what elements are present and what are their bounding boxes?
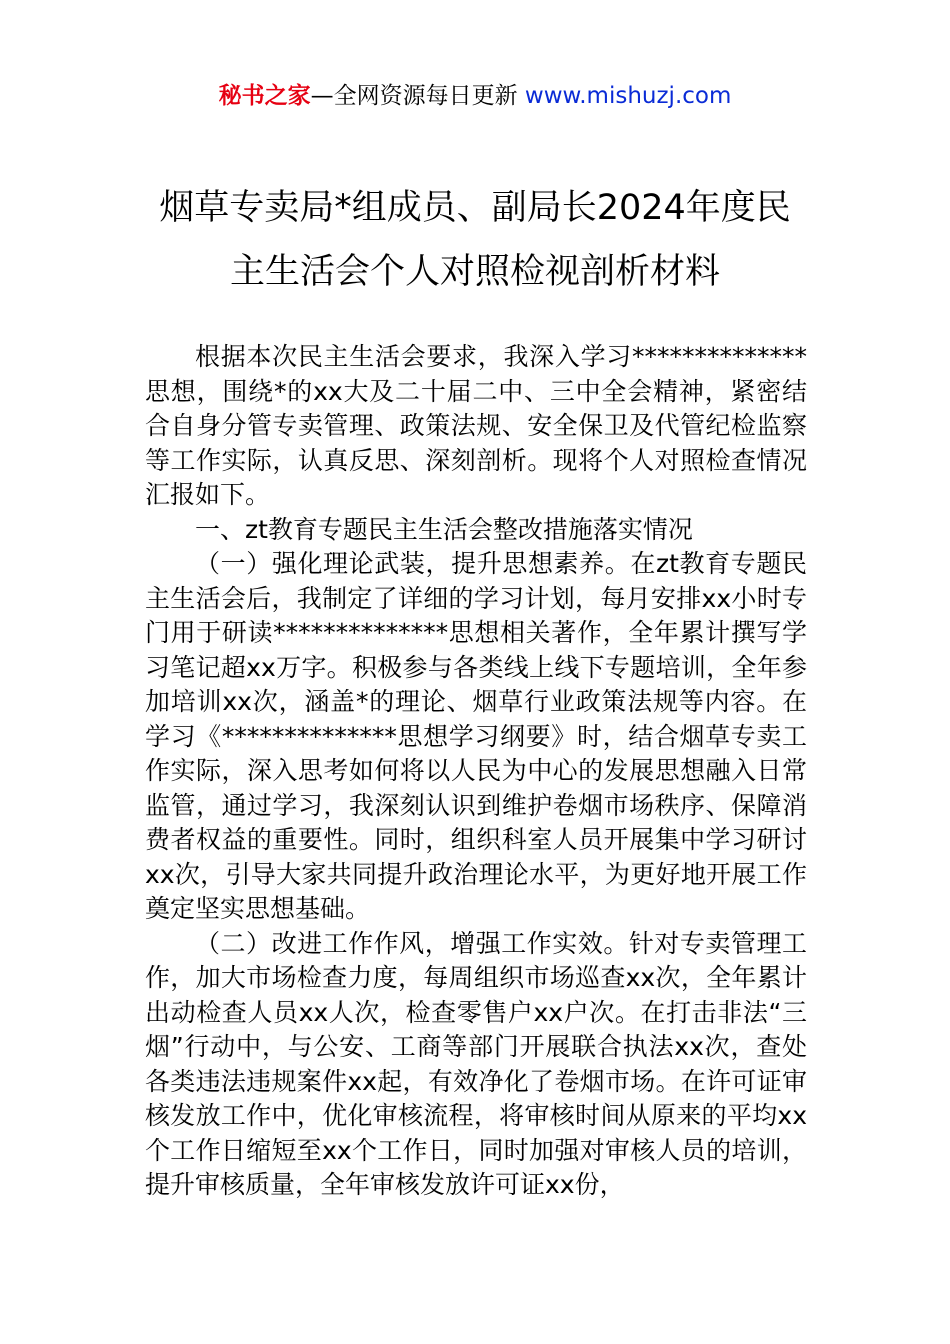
document-title — [100, 176, 850, 304]
title-line-2: 主生活会个人对照检视剖析材料 — [229, 252, 720, 292]
site-header — [0, 80, 950, 112]
title-line-1: 烟草专卖局*组成员、副局长2024年度民 — [159, 188, 791, 228]
header-tagline: —全网资源每日更新 — [310, 83, 525, 109]
section-heading-1: 一、zt教育专题民主生活会整改措施落实情况 — [195, 514, 693, 544]
site-url: www.mishuzj.com — [524, 83, 732, 109]
paragraph-work-style: （二）改进工作作风，增强工作实效。针对专卖管理工作，加大市场检查力度，每周组织市场巡查xx次，全年累计出动检查人员xx人次，检查零售户xx户次。在打击非法“三烟”行动中，与公安、工商等部门开展联合执法xx次，查处各类违法违规案件xx起，有效净化了卷烟市场。在许可证审核发放工作中，优化审核流程，将审核时间从原来的平均xx个工作日缩短至xx个工作日，同时加强对审核人员的培训，提升审核质量，全年审核发放许可证xx份， — [145, 928, 807, 1199]
paragraph-theory: （一）强化理论武装，提升思想素养。在zt教育专题民主生活会后，我制定了详细的学习计划，每月安排xx小时专门用于研读**************思想相关著作，全年累计撰写学习笔记超xx万字。积极参与各类线上线下专题培训，全年参加培训xx次，涵盖*的理论、烟草行业政策法规等内容。在学习《**************思想学习纲要》时，结合烟草专卖工作实际，深入思考如何将以人民为中心的发展思想融入日常监管，通过学习，我深刻认识到维护卷烟市场秩序、保障消费者权益的重要性。同时，组织科室人员开展集中学习研讨xx次，引导大家共同提升政治理论水平，为更好地开展工作奠定坚实思想基础。 — [145, 549, 807, 923]
brand-name: 秘书之家 — [218, 83, 311, 109]
intro-paragraph: 根据本次民主生活会要求，我深入学习**************思想，围绕*的xx大及二十届二中、三中全会精神，紧密结合自身分管专卖管理、政策法规、安全保卫及代管纪检监察等工作实际，认真反思、深刻剖析。现将个人对照检查情况汇报如下。 — [145, 342, 807, 509]
document-body — [145, 340, 807, 1203]
